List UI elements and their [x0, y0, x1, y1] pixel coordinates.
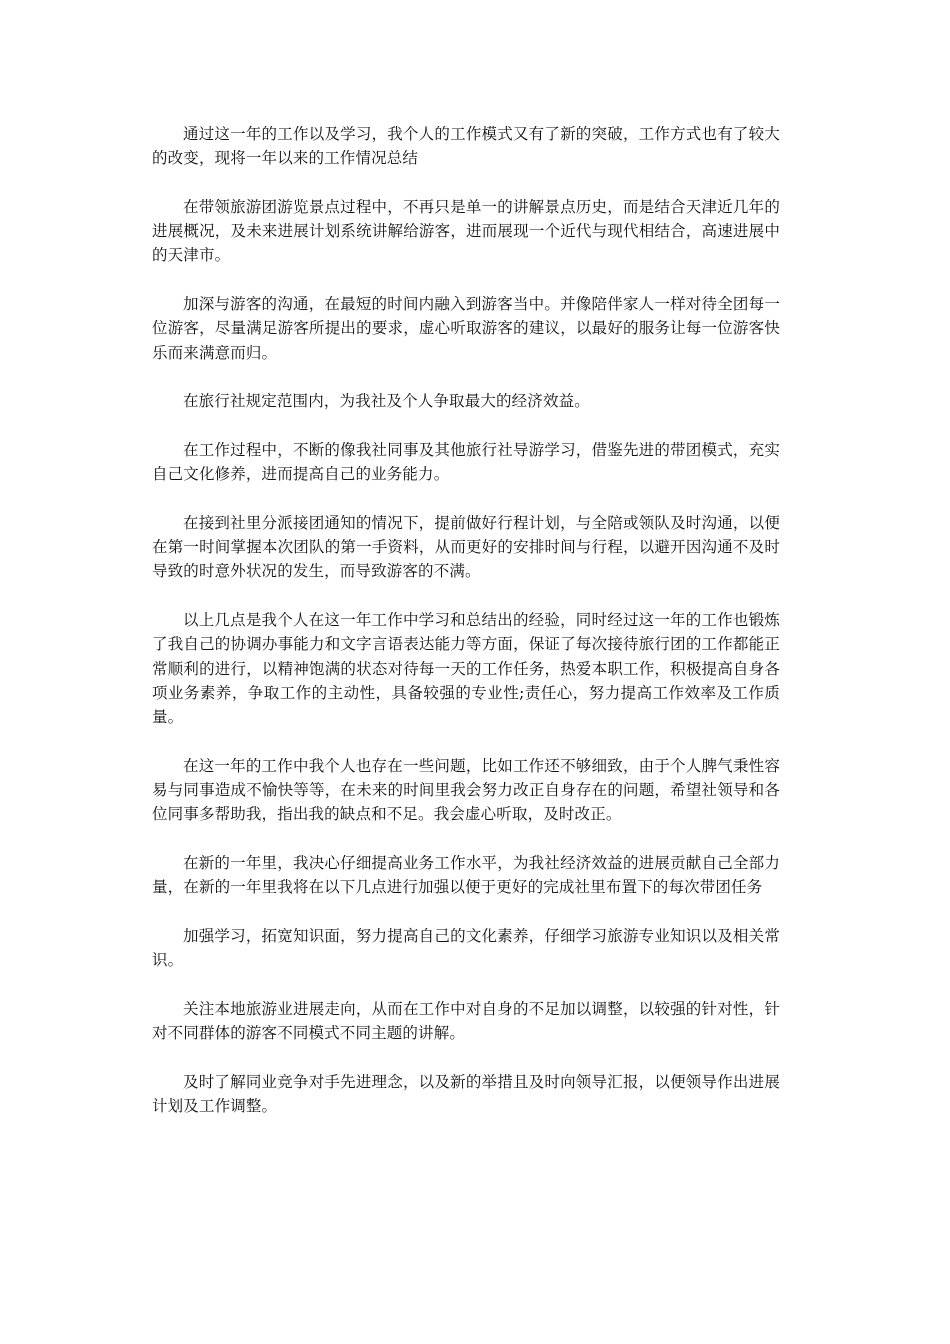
paragraph-6: 在接到社里分派接团通知的情况下，提前做好行程计划，与全陪或领队及时沟通，以便在第一时间掌握本次团队的第一手资料，从而更好的安排时间与行程，以避开因沟通不及时导致的时意外状况的发生，而导致游客的不满。 [152, 513, 780, 581]
paragraph-3: 加深与游客的沟通，在最短的时间内融入到游客当中。并像陪伴家人一样对待全团每一位游客，尽量满足游客所提出的要求，虚心听取游客的建议，以最好的服务让每一位游客快乐而来满意而归。 [152, 295, 780, 362]
paragraph-5: 在工作过程中，不断的像我社同事及其他旅行社导游学习，借鉴先进的带团模式，充实自己文化修养，进而提高自己的业务能力。 [152, 440, 780, 484]
paragraph-7: 以上几点是我个人在这一年工作中学习和总结出的经验，同时经过这一年的工作也锻炼了我自己的协调办事能力和文字言语表达能力等方面，保证了每次接待旅行团的工作都能正常顺利的进行，以精神饱满的状态对待每一天的工作任务，热爱本职工作，积极提高自身各项业务素养，争取工作的主动性，具备较强的专业性;责任心，努力提高工作效率及工作质量。 [152, 610, 780, 727]
paragraph-1: 通过这一年的工作以及学习，我个人的工作模式又有了新的突破，工作方式也有了较大的改变，现将一年以来的工作情况总结 [152, 125, 780, 168]
paragraph-11: 关注本地旅游业进展走向，从而在工作中对自身的不足加以调整，以较强的针对性，针对不同群体的游客不同模式不同主题的讲解。 [152, 999, 780, 1042]
paragraph-9: 在新的一年里，我决心仔细提高业务工作水平，为我社经济效益的进展贡献自己全部力量，在新的一年里我将在以下几点进行加强以便于更好的完成社里布置下的每次带团任务 [152, 853, 780, 897]
paragraph-2: 在带领旅游团游览景点过程中，不再只是单一的讲解景点历史，而是结合天津近几年的进展概况，及未来进展计划系统讲解给游客，进而展现一个近代与现代相结合，高速进展中的天津市。 [152, 197, 780, 265]
paragraph-10: 加强学习，拓宽知识面，努力提高自己的文化素养，仔细学习旅游专业知识以及相关常识。 [152, 926, 780, 970]
document-body [152, 122, 780, 1118]
paragraph-8: 在这一年的工作中我个人也存在一些问题，比如工作还不够细致，由于个人脾气秉性容易与同事造成不愉快等等，在未来的时间里我会努力改正自身存在的问题，希望社领导和各位同事多帮助我，指出我的缺点和不足。我会虚心听取，及时改正。 [152, 756, 780, 824]
paragraph-4: 在旅行社规定范围内，为我社及个人争取最大的经济效益。 [183, 392, 590, 411]
paragraph-12: 及时了解同业竞争对手先进理念，以及新的举措且及时向领导汇报，以便领导作出进展计划及工作调整。 [152, 1072, 780, 1115]
